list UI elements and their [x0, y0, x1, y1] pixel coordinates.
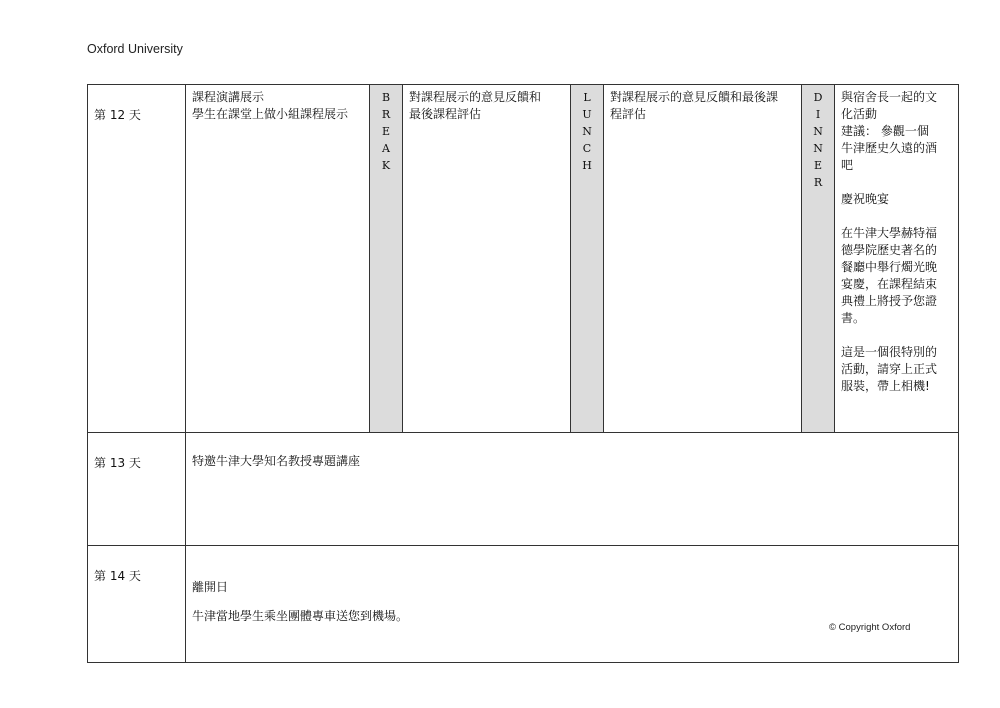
midday-session-cell — [403, 85, 571, 433]
break-column — [370, 85, 403, 433]
day-label-cell — [88, 546, 186, 663]
lunch-vertical-label — [571, 85, 603, 174]
departure-title: 離開日 — [192, 580, 229, 594]
dinner-letter: R — [813, 176, 823, 189]
day-label-cell — [88, 85, 186, 433]
evening-text-line: 書。 — [841, 311, 866, 325]
evening-text-line: 吧 — [841, 158, 854, 172]
page-footer-copyright: © Copyright Oxford — [829, 622, 911, 633]
session-text-line: 最後課程評估 — [409, 107, 482, 121]
session-text-line: 程評估 — [610, 107, 647, 121]
break-letter: K — [381, 159, 391, 172]
session-description: 學生在課堂上做小組課程展示 — [192, 107, 349, 121]
table-row-day13 — [88, 433, 959, 546]
evening-text-line: 牛津歷史久遠的酒 — [841, 141, 938, 155]
dinner-letter: N — [813, 125, 823, 138]
morning-session-cell — [186, 85, 370, 433]
lunch-letter: C — [582, 142, 592, 155]
break-letter: B — [381, 91, 391, 104]
dinner-letter: N — [813, 142, 823, 155]
lunch-letter: N — [582, 125, 592, 138]
evening-text-line: 服裝，帶上相機! — [841, 379, 930, 393]
lunch-column — [571, 85, 604, 433]
evening-text-line: 餐廳中舉行燭光晚 — [841, 260, 938, 274]
departure-description: 牛津當地學生乘坐團體專車送您到機場。 — [192, 609, 409, 623]
dinner-letter: D — [813, 91, 823, 104]
lunch-letter: U — [582, 108, 592, 121]
session-title: 課程演講展示 — [192, 90, 265, 104]
break-letter: E — [381, 125, 391, 138]
evening-text-line: 德學院歷史著名的 — [841, 243, 938, 257]
day14-content-cell — [186, 546, 959, 663]
evening-text-line: 宴慶，在課程結束 — [841, 277, 938, 291]
break-vertical-label — [370, 85, 402, 174]
table-row-day12 — [88, 85, 959, 433]
session-text-line: 對課程展示的意見反饋和最後課 — [610, 90, 779, 104]
day-label-cell — [88, 433, 186, 546]
lecture-text: 特邀牛津大學知名教授專題講座 — [192, 454, 361, 468]
page-header-title: Oxford University — [87, 42, 183, 56]
table-row-day14 — [88, 546, 959, 663]
evening-text-line: 活動，請穿上正式 — [841, 362, 938, 376]
evening-text-line: 這是一個很特別的 — [841, 345, 938, 359]
afternoon-session-cell — [604, 85, 802, 433]
evening-text-line: 典禮上將授予您證 — [841, 294, 938, 308]
lunch-letter: H — [582, 159, 592, 172]
evening-activity-cell — [835, 85, 959, 433]
lunch-letter: L — [583, 91, 591, 104]
day13-content-cell — [186, 433, 959, 546]
evening-text-line: 建議： 參觀一個 — [841, 124, 929, 138]
evening-heading: 慶祝晚宴 — [841, 192, 890, 206]
day-label: 第 13 天 — [94, 456, 141, 470]
session-text-line: 對課程展示的意見反饋和 — [409, 90, 542, 104]
dinner-column — [802, 85, 835, 433]
dinner-letter: E — [813, 159, 823, 172]
day-label: 第 14 天 — [94, 569, 141, 583]
dinner-letter: I — [815, 108, 821, 121]
evening-text-line: 化活動 — [841, 107, 878, 121]
break-letter: A — [382, 142, 390, 155]
day-label: 第 12 天 — [94, 108, 141, 122]
schedule-table — [87, 84, 959, 663]
evening-text-line: 在牛津大學赫特福 — [841, 226, 938, 240]
dinner-vertical-label — [802, 85, 834, 191]
break-letter: R — [381, 108, 391, 121]
evening-text-line: 與宿舍長一起的文 — [841, 90, 938, 104]
